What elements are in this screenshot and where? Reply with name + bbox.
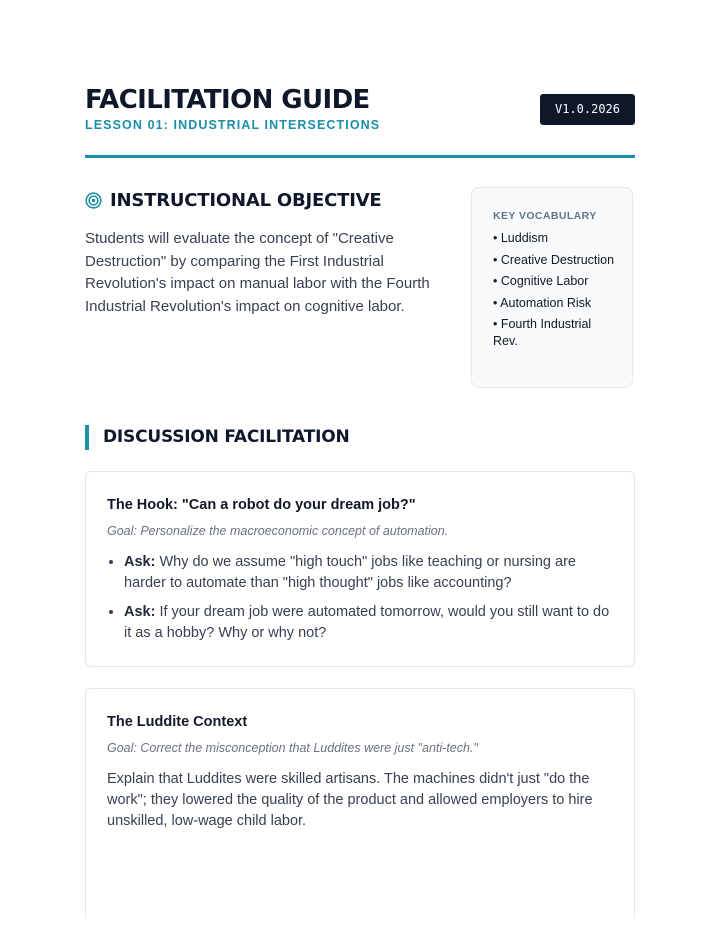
prompt-text: If your dream job were automated tomorrow, would you still want to do it as a hobby? Why or why not? [124,604,610,641]
prompt-item [124,602,613,644]
luddite-card-title: The Luddite Context [107,714,248,730]
ask-label: Ask: [124,554,156,570]
objective-heading: INSTRUCTIONAL OBJECTIVE [110,189,382,211]
luddite-card-body: Explain that Luddites were skilled artisans. The machines didn't just "do the work"; they lowered the quality of the product and allowed employers to hire unskilled, low-wage child labor. [107,771,593,829]
vocabulary-item: • Fourth Industrial Rev. [493,317,592,348]
key-vocabulary-box [471,187,633,388]
document-header [85,84,635,140]
hook-prompt-list [107,552,613,644]
document-title: FACILITATION GUIDE [85,85,370,115]
luddite-context-card [85,688,635,918]
discussion-heading: DISCUSSION FACILITATION [103,427,350,447]
vocabulary-item: • Luddism [493,231,549,245]
header-divider [85,155,635,158]
vocabulary-item: • Automation Risk [493,295,592,310]
objective-text: Students will evaluate the concept of "Creative Destruction" by comparing the First Industrial Revolution's impact on manual labor with the Fourth Industrial Revolution's impact on cognitive labor. [85,230,430,316]
version-badge: V1.0.2026 [540,94,635,125]
vocabulary-item: • Cognitive Labor [493,274,589,288]
hook-card [85,471,635,667]
objective-heading-row [85,186,445,214]
discussion-heading-bar [85,425,350,450]
objective-section [85,186,445,319]
key-vocabulary-title: KEY VOCABULARY [493,210,597,222]
luddite-card-goal: Goal: Correct the misconception that Luddites were just "anti-tech." [107,741,478,755]
prompt-item [124,552,613,594]
vocabulary-list [493,230,618,350]
hook-card-goal: Goal: Personalize the macroeconomic concept of automation. [107,524,449,538]
hook-card-title: The Hook: "Can a robot do your dream job?" [107,497,416,513]
lesson-subtitle: LESSON 01: INDUSTRIAL INTERSECTIONS [85,118,381,132]
vocabulary-item: • Creative Destruction [493,252,615,267]
ask-label: Ask: [124,604,156,620]
prompt-text: Why do we assume "high touch" jobs like teaching or nursing are harder to automate than "high thought" jobs like accounting? [124,554,576,591]
target-icon [85,192,102,209]
